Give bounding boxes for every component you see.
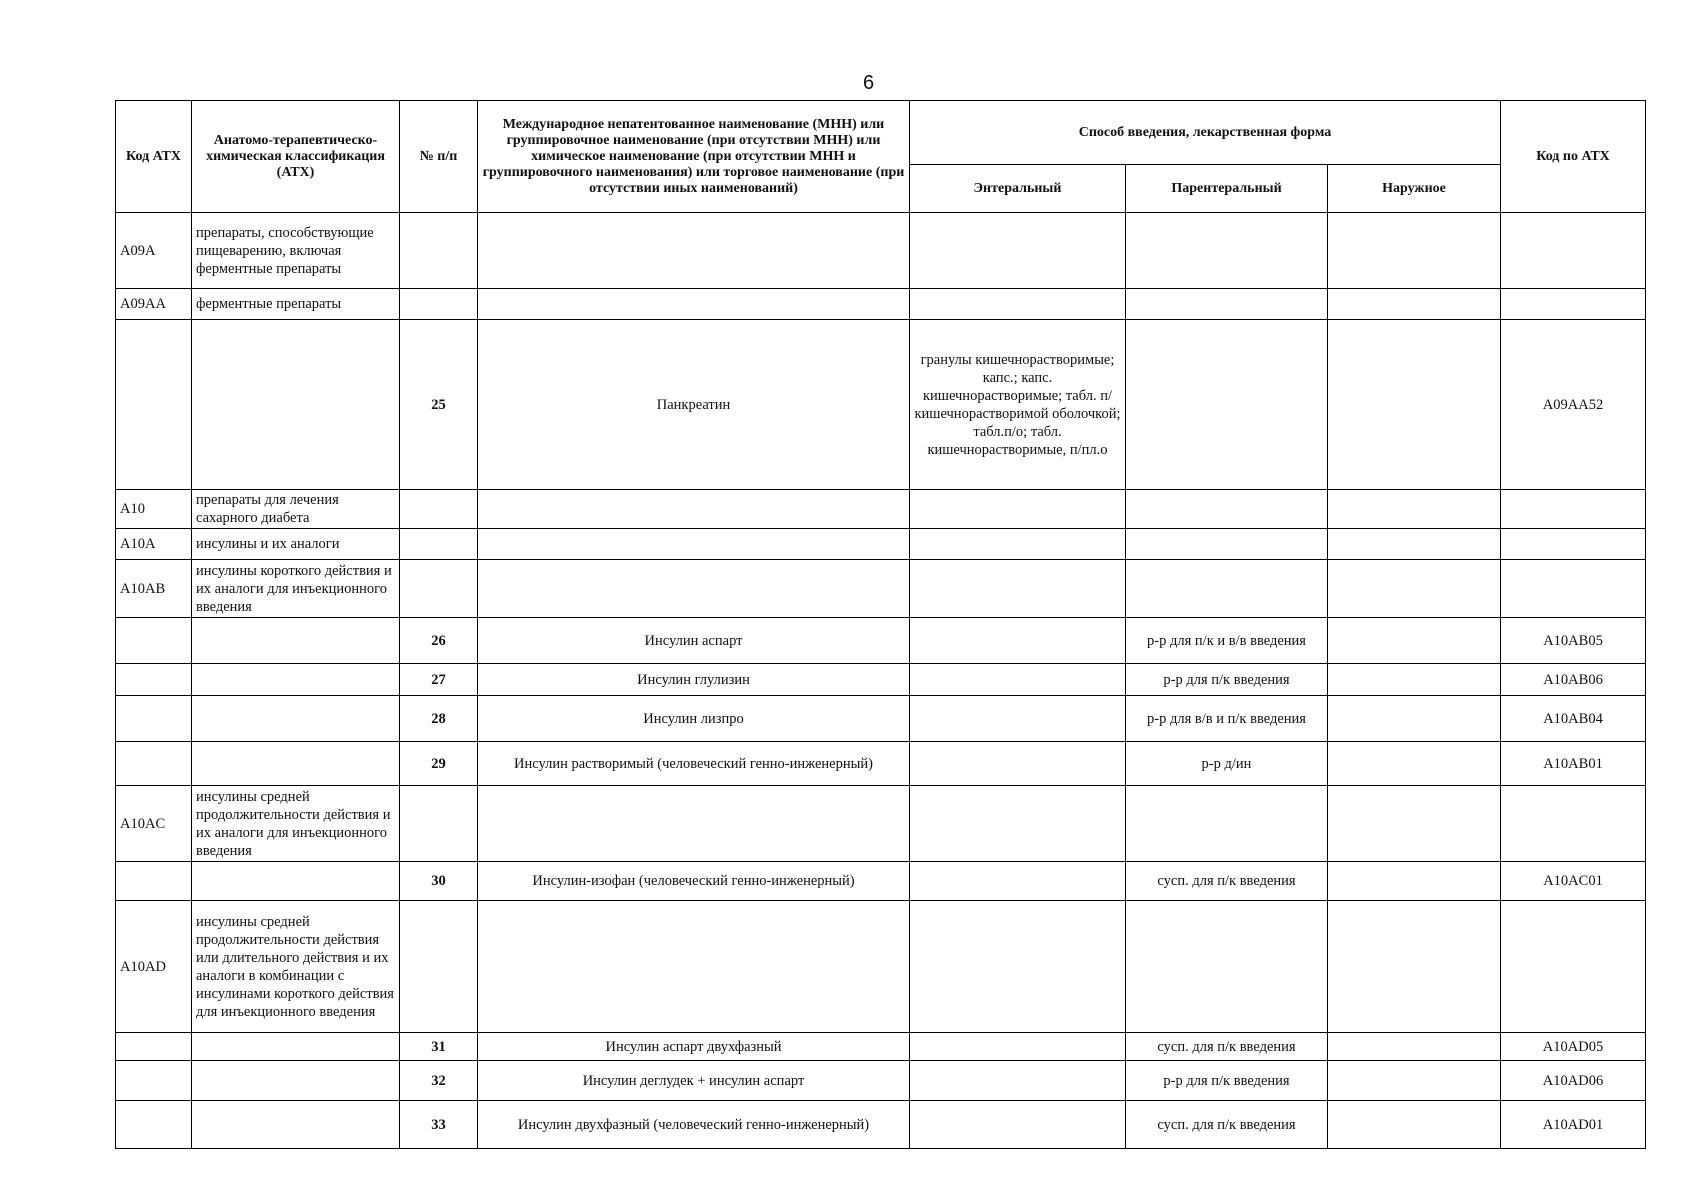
cell-enteral — [910, 289, 1126, 320]
cell-code: A09A — [116, 213, 192, 289]
cell-name: Инсулин двухфазный (человеческий генно-инженерный) — [478, 1101, 910, 1149]
cell-number: 26 — [400, 618, 478, 664]
cell-external — [1328, 490, 1501, 529]
cell-classification: инсулины короткого действия и их аналоги для инъекционного введения — [192, 560, 400, 618]
cell-parenteral: р-р для п/к введения — [1126, 1061, 1328, 1101]
header-atx-code: Код по АТХ — [1501, 101, 1646, 213]
cell-enteral — [910, 664, 1126, 696]
cell-atx-code: A10AD05 — [1501, 1033, 1646, 1061]
cell-classification: ферментные препараты — [192, 289, 400, 320]
cell-name — [478, 560, 910, 618]
table-row — [116, 742, 1646, 786]
cell-parenteral — [1126, 560, 1328, 618]
cell-classification — [192, 664, 400, 696]
cell-external — [1328, 664, 1501, 696]
cell-parenteral: сусп. для п/к введения — [1126, 1101, 1328, 1149]
table-header — [116, 101, 1646, 213]
page-number: 6 — [862, 72, 875, 94]
table-row — [116, 901, 1646, 1033]
header-classification: Анатомо-терапевтическо-химическая классификация (АТХ) — [192, 101, 400, 213]
cell-name — [478, 213, 910, 289]
cell-parenteral: р-р для п/к и в/в введения — [1126, 618, 1328, 664]
cell-number: 33 — [400, 1101, 478, 1149]
cell-number — [400, 786, 478, 862]
cell-enteral — [910, 1033, 1126, 1061]
cell-code: A10A — [116, 529, 192, 560]
cell-classification — [192, 862, 400, 901]
cell-classification: инсулины и их аналоги — [192, 529, 400, 560]
table-row — [116, 696, 1646, 742]
cell-classification — [192, 1101, 400, 1149]
cell-number: 29 — [400, 742, 478, 786]
cell-name: Инсулин аспарт — [478, 618, 910, 664]
cell-parenteral — [1126, 786, 1328, 862]
cell-number — [400, 529, 478, 560]
cell-name — [478, 786, 910, 862]
cell-classification — [192, 742, 400, 786]
cell-external — [1328, 213, 1501, 289]
cell-name — [478, 529, 910, 560]
cell-number: 25 — [400, 320, 478, 490]
cell-external — [1328, 901, 1501, 1033]
table-body — [116, 213, 1646, 1149]
cell-name: Инсулин аспарт двухфазный — [478, 1033, 910, 1061]
cell-external — [1328, 618, 1501, 664]
cell-name: Панкреатин — [478, 320, 910, 490]
cell-classification — [192, 320, 400, 490]
table-row — [116, 1101, 1646, 1149]
cell-atx-code: A10AB01 — [1501, 742, 1646, 786]
cell-code: A10AC — [116, 786, 192, 862]
cell-atx-code — [1501, 213, 1646, 289]
cell-name: Инсулин деглудек + инсулин аспарт — [478, 1061, 910, 1101]
cell-classification — [192, 696, 400, 742]
cell-parenteral — [1126, 320, 1328, 490]
cell-atx-code: A10AD01 — [1501, 1101, 1646, 1149]
cell-name — [478, 901, 910, 1033]
cell-enteral — [910, 696, 1126, 742]
cell-external — [1328, 1033, 1501, 1061]
cell-classification: препараты для лечения сахарного диабета — [192, 490, 400, 529]
cell-enteral — [910, 1101, 1126, 1149]
cell-enteral: гранулы кишечнорастворимые; капс.; капс. кишечнорастворимые; табл. п/кишечнорастворимой оболочкой; табл.п/о; табл. кишечнорастворимые, п/пл.о — [910, 320, 1126, 490]
cell-external — [1328, 696, 1501, 742]
cell-enteral — [910, 213, 1126, 289]
cell-atx-code — [1501, 289, 1646, 320]
cell-enteral — [910, 490, 1126, 529]
table-row — [116, 862, 1646, 901]
cell-external — [1328, 289, 1501, 320]
header-number: № п/п — [400, 101, 478, 213]
cell-external — [1328, 862, 1501, 901]
cell-parenteral: сусп. для п/к введения — [1126, 862, 1328, 901]
cell-enteral — [910, 1061, 1126, 1101]
cell-atx-code — [1501, 529, 1646, 560]
cell-enteral — [910, 862, 1126, 901]
cell-parenteral: р-р д/ин — [1126, 742, 1328, 786]
cell-code — [116, 862, 192, 901]
cell-atx-code: A10AC01 — [1501, 862, 1646, 901]
cell-atx-code — [1501, 786, 1646, 862]
cell-external — [1328, 1101, 1501, 1149]
cell-enteral — [910, 529, 1126, 560]
cell-number — [400, 901, 478, 1033]
cell-enteral — [910, 786, 1126, 862]
cell-parenteral: сусп. для п/к введения — [1126, 1033, 1328, 1061]
cell-atx-code: A10AB04 — [1501, 696, 1646, 742]
table-row — [116, 664, 1646, 696]
cell-atx-code — [1501, 901, 1646, 1033]
cell-atx-code: A10AB05 — [1501, 618, 1646, 664]
cell-code — [116, 742, 192, 786]
cell-atx-code: A10AB06 — [1501, 664, 1646, 696]
cell-parenteral: р-р для п/к введения — [1126, 664, 1328, 696]
cell-name: Инсулин глулизин — [478, 664, 910, 696]
cell-code: A10 — [116, 490, 192, 529]
cell-classification: препараты, способствующие пищеварению, включая ферментные препараты — [192, 213, 400, 289]
cell-external — [1328, 320, 1501, 490]
header-code-atx: Код АТХ — [116, 101, 192, 213]
cell-name: Инсулин растворимый (человеческий генно-инженерный) — [478, 742, 910, 786]
cell-parenteral — [1126, 901, 1328, 1033]
cell-code — [116, 1033, 192, 1061]
cell-name: Инсулин лизпро — [478, 696, 910, 742]
cell-atx-code: A10AD06 — [1501, 1061, 1646, 1101]
table-row — [116, 320, 1646, 490]
cell-atx-code: A09AA52 — [1501, 320, 1646, 490]
cell-enteral — [910, 618, 1126, 664]
cell-atx-code — [1501, 560, 1646, 618]
header-enteral: Энтеральный — [910, 165, 1126, 213]
cell-code: A10AD — [116, 901, 192, 1033]
cell-name: Инсулин-изофан (человеческий генно-инженерный) — [478, 862, 910, 901]
table-row — [116, 618, 1646, 664]
cell-number: 30 — [400, 862, 478, 901]
cell-number — [400, 490, 478, 529]
cell-classification: инсулины средней продолжительности действия или длительного действия и их аналоги в комбинации с инсулинами короткого действия для инъекционного введения — [192, 901, 400, 1033]
cell-code — [116, 696, 192, 742]
header-inn: Международное непатентованное наименование (МНН) или группировочное наименование (при отсутствии МНН) или химическое наименование (при отсутствии МНН и группировочного наименования) или торговое наименование (при отсутствии иных наименований) — [478, 101, 910, 213]
cell-classification — [192, 618, 400, 664]
cell-classification — [192, 1033, 400, 1061]
cell-code — [116, 618, 192, 664]
cell-number: 32 — [400, 1061, 478, 1101]
cell-name — [478, 289, 910, 320]
cell-atx-code — [1501, 490, 1646, 529]
table-row — [116, 490, 1646, 529]
header-external: Наружное — [1328, 165, 1501, 213]
cell-number — [400, 289, 478, 320]
cell-name — [478, 490, 910, 529]
table-row — [116, 289, 1646, 320]
cell-code: A10AB — [116, 560, 192, 618]
cell-parenteral — [1126, 490, 1328, 529]
header-route-group: Способ введения, лекарственная форма — [910, 101, 1501, 165]
cell-number: 31 — [400, 1033, 478, 1061]
table-row — [116, 560, 1646, 618]
table-row — [116, 213, 1646, 289]
cell-code — [116, 664, 192, 696]
cell-parenteral — [1126, 213, 1328, 289]
cell-number — [400, 213, 478, 289]
cell-external — [1328, 786, 1501, 862]
cell-code — [116, 1101, 192, 1149]
cell-enteral — [910, 901, 1126, 1033]
cell-external — [1328, 529, 1501, 560]
drug-table — [115, 100, 1646, 1149]
cell-external — [1328, 560, 1501, 618]
cell-code — [116, 320, 192, 490]
cell-number — [400, 560, 478, 618]
table-row — [116, 1061, 1646, 1101]
cell-enteral — [910, 560, 1126, 618]
table-row — [116, 1033, 1646, 1061]
cell-external — [1328, 742, 1501, 786]
cell-classification: инсулины средней продолжительности действия и их аналоги для инъекционного введения — [192, 786, 400, 862]
cell-parenteral: р-р для в/в и п/к введения — [1126, 696, 1328, 742]
cell-number: 27 — [400, 664, 478, 696]
cell-enteral — [910, 742, 1126, 786]
cell-external — [1328, 1061, 1501, 1101]
cell-number: 28 — [400, 696, 478, 742]
table-row — [116, 786, 1646, 862]
cell-classification — [192, 1061, 400, 1101]
cell-parenteral — [1126, 289, 1328, 320]
cell-code — [116, 1061, 192, 1101]
table-row — [116, 529, 1646, 560]
header-parenteral: Парентеральный — [1126, 165, 1328, 213]
cell-parenteral — [1126, 529, 1328, 560]
cell-code: A09AA — [116, 289, 192, 320]
